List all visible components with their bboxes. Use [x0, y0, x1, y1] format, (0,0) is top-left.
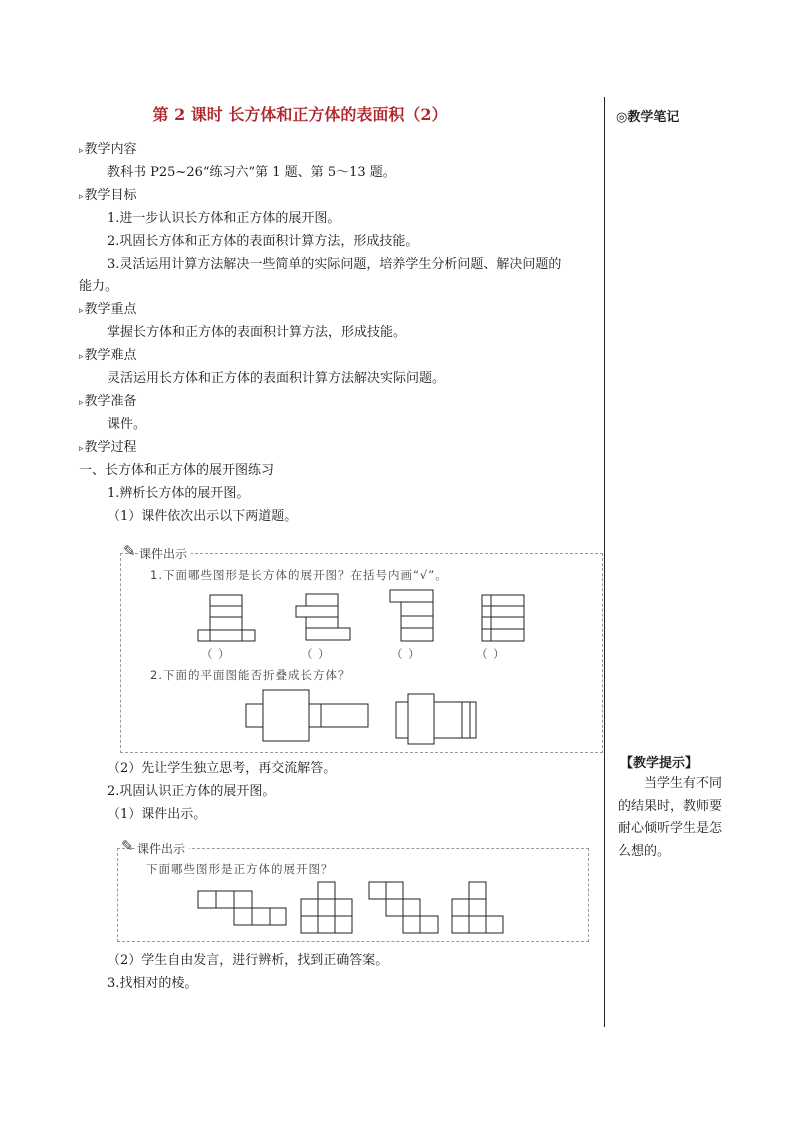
triangle-marker-icon: ▹ — [79, 352, 84, 362]
answer-paren-3: （ ） — [391, 647, 421, 661]
key-text: 掌握长方体和正方体的表面积计算方法，形成技能。 — [107, 325, 407, 340]
goal-1: 1.进一步认识长方体和正方体的展开图。 — [107, 211, 341, 226]
pencil-icon: ✎ — [123, 542, 136, 560]
triangle-marker-icon: ▹ — [79, 192, 84, 202]
cuboid-net-figure-4 — [482, 595, 524, 641]
flat-net-figure-5 — [246, 690, 368, 741]
section-goals-heading: ▹教学目标 — [79, 188, 137, 203]
section-prep-heading: ▹教学准备 — [79, 394, 137, 409]
section-key-heading: ▹教学重点 — [79, 302, 137, 317]
pencil-icon: ✎ — [121, 837, 134, 855]
box1-question-1: 1.下面哪些图形是长方体的展开图？在括号内画“√”。 — [150, 568, 448, 582]
cuboid-net-figure-1 — [198, 595, 255, 641]
section-content-heading: ▹教学内容 — [79, 142, 137, 157]
process-step2: 2.巩固认识正方体的展开图。 — [107, 784, 276, 799]
goal-3-line1: 3.灵活运用计算方法解决一些简单的实际问题，培养学生分析问题、解决问题的 — [107, 257, 562, 272]
section-process-heading: ▹教学过程 — [79, 440, 137, 455]
answer-paren-2: （ ） — [301, 647, 331, 661]
triangle-marker-icon: ▹ — [79, 398, 84, 408]
process-step1-2: （2）先让学生独立思考，再交流解答。 — [107, 761, 337, 776]
process-part1: 一、长方体和正方体的展开图练习 — [79, 463, 275, 478]
process-step2-1: （1）课件出示。 — [107, 807, 207, 822]
cuboid-net-figure-2 — [296, 594, 350, 640]
teaching-tip-heading: 【教学提示】 — [620, 756, 699, 771]
teaching-notes-heading: ◎教学笔记 — [616, 110, 680, 125]
lesson-title: 第 2 课时 长方体和正方体的表面积（2） — [152, 105, 448, 124]
box2-question: 下面哪些图形是正方体的展开图？ — [146, 862, 334, 876]
teaching-tip-text: 当学生有不同的结果时，教师要耐心倾听学生是怎么想的。 — [618, 776, 723, 859]
box1-question-2: 2.下面的平面图能否折叠成长方体？ — [150, 668, 351, 682]
process-step3: 3.找相对的棱。 — [107, 976, 198, 991]
flat-net-figure-6 — [396, 694, 476, 744]
process-step1: 1.辨析长方体的展开图。 — [107, 486, 250, 501]
triangle-marker-icon: ▹ — [79, 306, 84, 316]
answer-paren-4: （ ） — [476, 647, 506, 661]
triangle-marker-icon: ▹ — [79, 444, 84, 454]
content-text: 教科书 P25~26“练习六”第 1 题、第 5～13 题。 — [107, 165, 396, 180]
courseware-label-1: 课件出示 — [139, 545, 191, 562]
process-step2-2: （2）学生自由发言，进行辨析，找到正确答案。 — [107, 953, 389, 968]
prep-text: 课件。 — [107, 417, 147, 432]
courseware-label-2: 课件出示 — [137, 840, 189, 857]
answer-paren-1: （ ） — [201, 647, 231, 661]
goal-3-line2: 能力。 — [79, 279, 119, 294]
difficulty-text: 灵活运用长方体和正方体的表面积计算方法解决实际问题。 — [107, 371, 446, 386]
process-step1-1: （1）课件依次出示以下两道题。 — [107, 509, 298, 524]
goal-2: 2.巩固长方体和正方体的表面积计算方法，形成技能。 — [107, 234, 419, 249]
cuboid-net-figure-3 — [390, 590, 433, 641]
section-difficulty-heading: ▹教学难点 — [79, 348, 137, 363]
triangle-marker-icon: ▹ — [79, 146, 84, 156]
